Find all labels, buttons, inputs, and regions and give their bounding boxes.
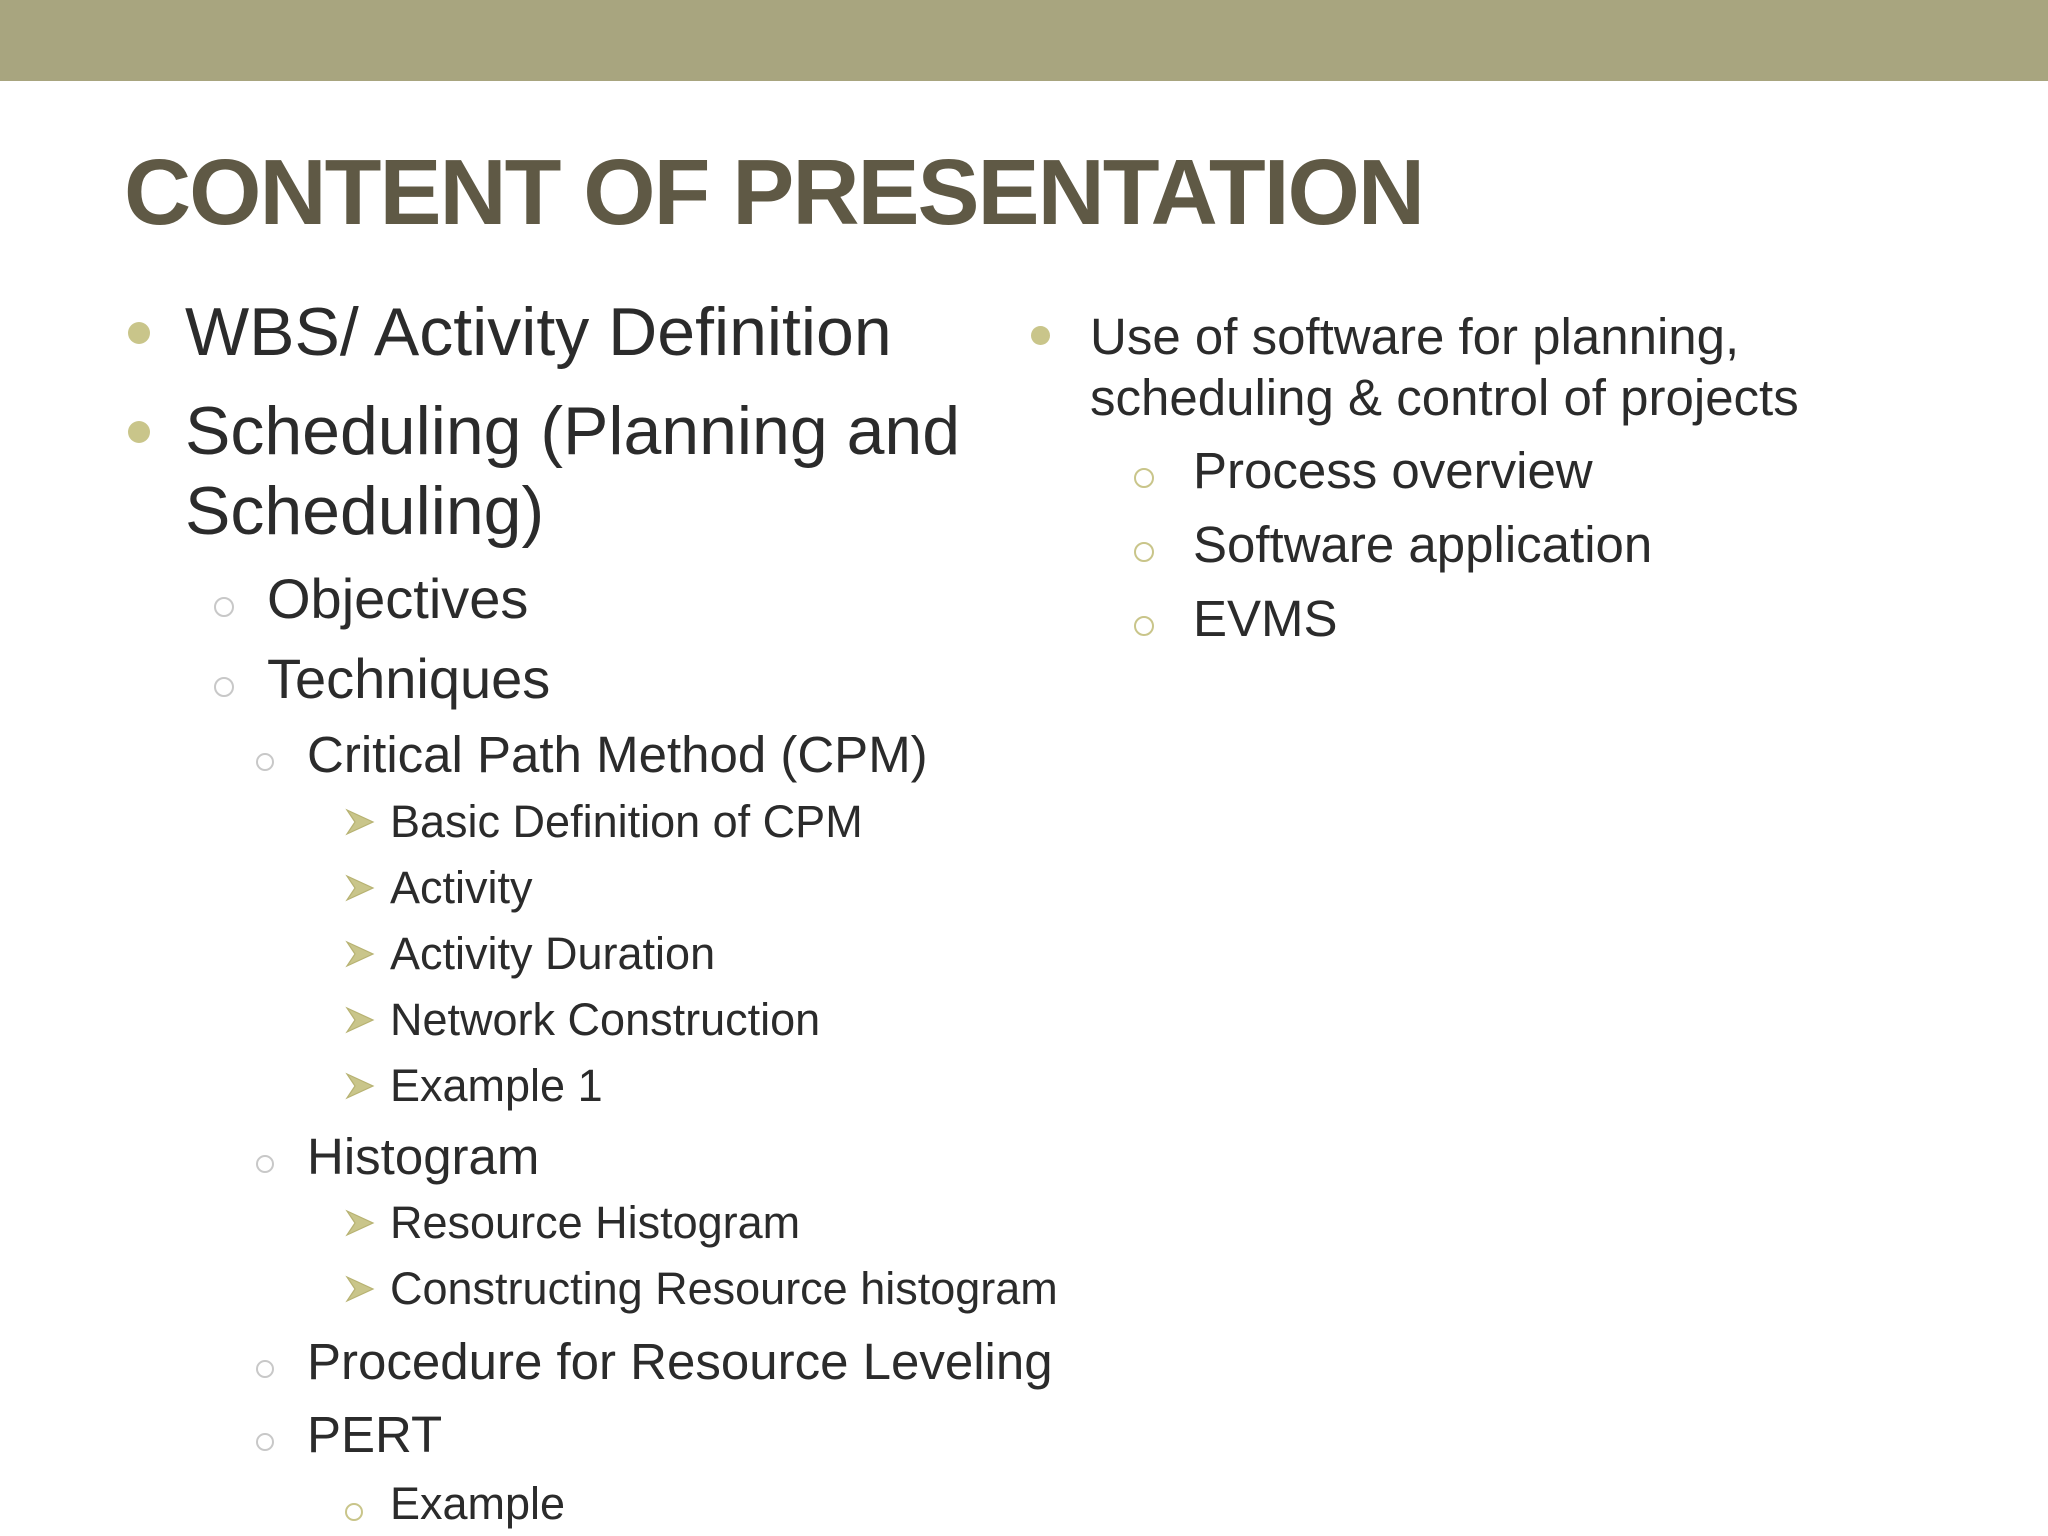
list-item-cpm: Critical Path Method (CPM) <box>307 726 928 783</box>
list-item-cpm-4: Network Construction <box>390 994 821 1045</box>
hollow-bullet-icon <box>1134 616 1154 636</box>
list-item-leveling: Procedure for Resource Leveling <box>307 1333 1053 1390</box>
list-item-software-line1: Use of software for planning, <box>1090 308 1740 365</box>
slide-title: CONTENT OF PRESENTATION <box>124 140 1424 244</box>
list-item-cpm-5: Example 1 <box>390 1060 603 1111</box>
hollow-bullet-icon <box>256 753 274 771</box>
list-item-software-line2: scheduling & control of projects <box>1090 369 1799 426</box>
list-item-pert: PERT <box>307 1406 443 1463</box>
list-item-histogram: Histogram <box>307 1128 540 1185</box>
arrow-bullet-icon <box>345 807 375 837</box>
list-item-software-1: Process overview <box>1193 442 1593 499</box>
hollow-bullet-icon <box>256 1155 274 1173</box>
list-item-pert-1: Example <box>390 1478 566 1529</box>
hollow-bullet-icon <box>256 1360 274 1378</box>
list-item-wbs: WBS/ Activity Definition <box>185 294 892 370</box>
arrow-bullet-icon <box>345 873 375 903</box>
header-band <box>0 0 2048 81</box>
arrow-bullet-icon <box>345 939 375 969</box>
list-item-scheduling-line2: Scheduling) <box>185 473 545 549</box>
arrow-bullet-icon <box>345 1274 375 1304</box>
list-item-software-2: Software application <box>1193 516 1653 573</box>
arrow-bullet-icon <box>345 1208 375 1238</box>
list-item-objectives: Objectives <box>267 567 529 630</box>
arrow-bullet-icon <box>345 1071 375 1101</box>
filled-bullet-icon <box>1031 326 1050 345</box>
arrow-bullet-icon <box>345 1005 375 1035</box>
hollow-bullet-icon <box>1134 542 1154 562</box>
hollow-bullet-icon <box>214 677 234 697</box>
list-item-histogram-1: Resource Histogram <box>390 1197 801 1248</box>
list-item-cpm-3: Activity Duration <box>390 928 716 979</box>
hollow-bullet-icon <box>1134 468 1154 488</box>
hollow-bullet-icon <box>256 1433 274 1451</box>
filled-bullet-icon <box>128 322 150 344</box>
list-item-software-3: EVMS <box>1193 590 1338 647</box>
list-item-cpm-2: Activity <box>390 862 533 913</box>
list-item-scheduling-line1: Scheduling (Planning and <box>185 393 961 469</box>
filled-bullet-icon <box>128 421 150 443</box>
hollow-bullet-icon <box>214 597 234 617</box>
hollow-bullet-icon <box>345 1503 363 1521</box>
list-item-histogram-2: Constructing Resource histogram <box>390 1263 1058 1314</box>
list-item-techniques: Techniques <box>267 647 551 710</box>
list-item-cpm-1: Basic Definition of CPM <box>390 796 863 847</box>
